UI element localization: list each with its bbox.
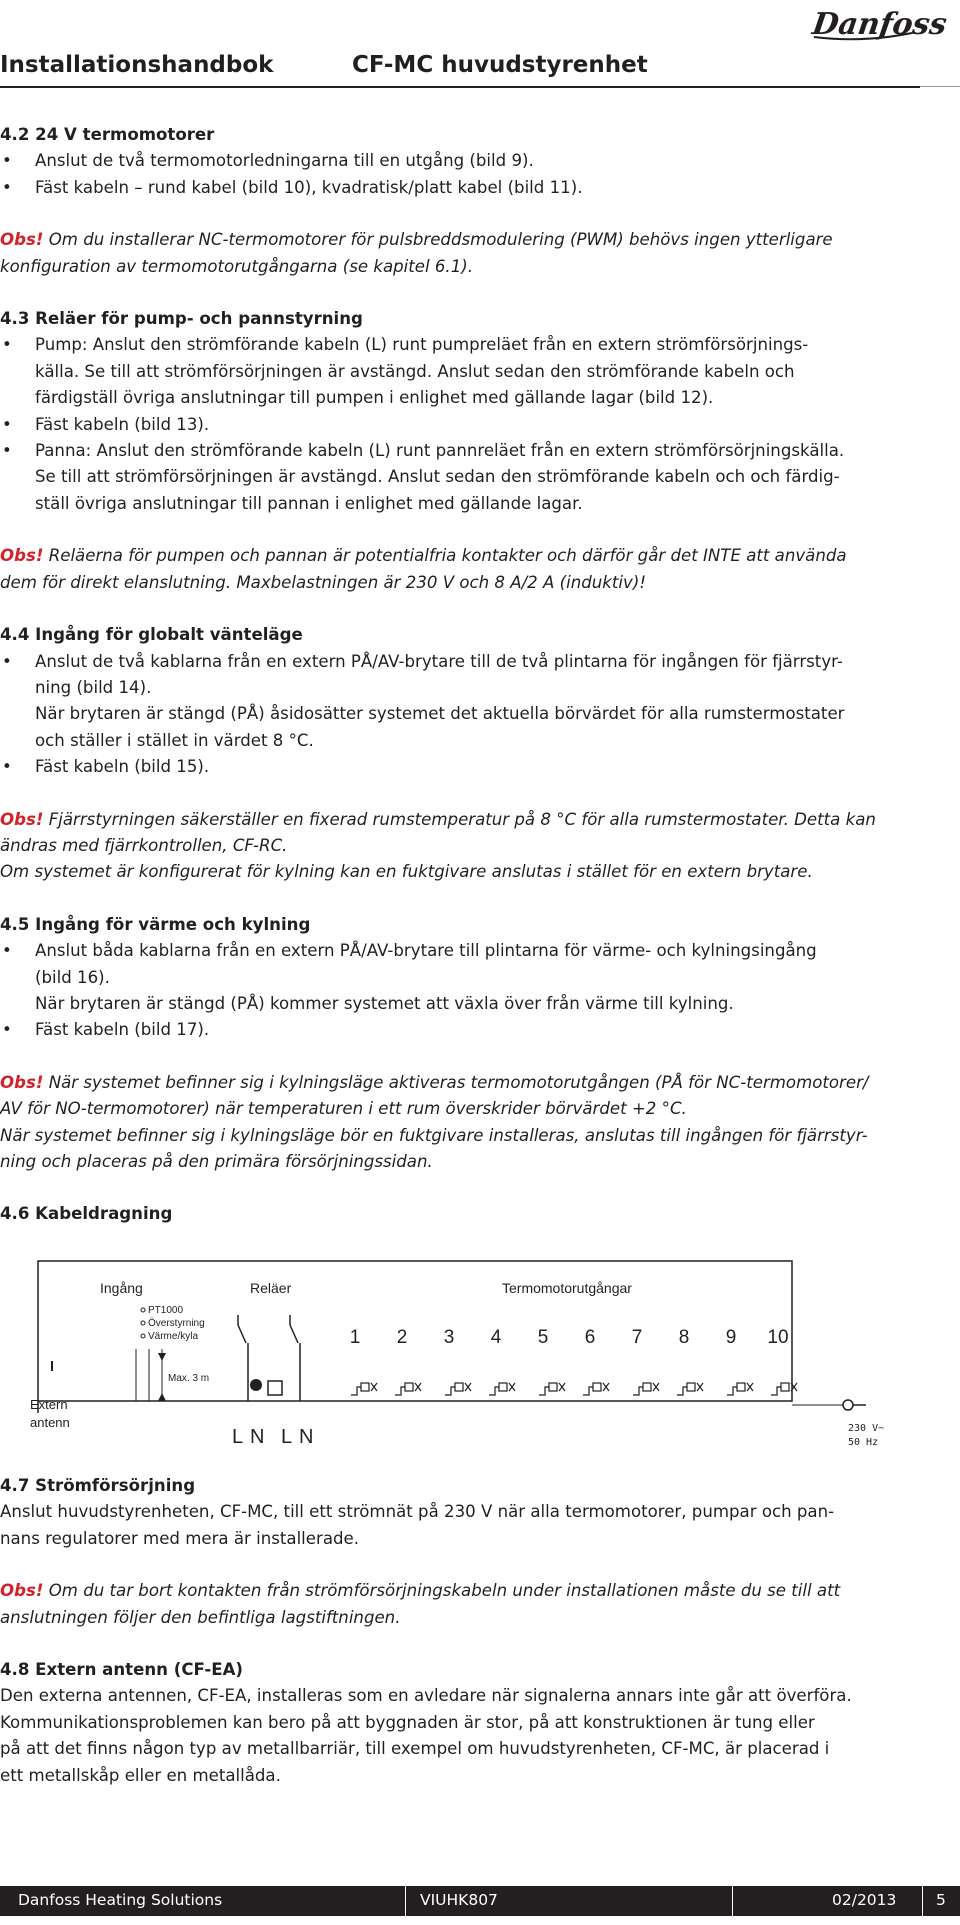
list-item-line: Se till att strömförsörjningen är avstängd. Anslut sedan den strömförande kabeln och och färdig- <box>35 467 840 487</box>
section-heading-4-3: 4.3 Reläer för pump- och pannstyrning <box>0 309 363 329</box>
list-item: • Pump: Anslut den strömförande kabeln (L) runt pumpreläet från en extern strömförsörjnings- <box>2 335 809 355</box>
obs-note-line: konfiguration av termomotorutgångarna (se kapitel 6.1). <box>0 256 474 276</box>
actuator-symbol <box>539 1383 609 1395</box>
main-content <box>0 122 925 1228</box>
output-number-10: 10 <box>767 1327 789 1348</box>
obs-note-line: När systemet befinner sig i kylningsläge bör en fuktgivare installeras, anslutas till ingången för fjärrstyr- <box>0 1125 868 1145</box>
output-number-2: 2 <box>396 1327 408 1348</box>
footer-date: 02/2013 <box>832 1891 897 1909</box>
power-label-2: 50 Hz <box>848 1437 879 1448</box>
output-number-9: 9 <box>725 1327 737 1348</box>
list-item-line: ning (bild 14). <box>35 677 152 697</box>
section-heading-4-6: 4.6 Kabeldragning <box>0 1204 173 1224</box>
list-item-line: färdigställ övriga anslutningar till pumpen i enlighet med gällande lagar (bild 12). <box>35 388 714 408</box>
obs-note-line: ändras med fjärrkontrollen, CF-RC. <box>0 835 288 855</box>
section-heading-4-7: 4.7 Strömförsörjning <box>0 1476 196 1495</box>
paragraph-line: Anslut huvudstyrenheten, CF-MC, till ett strömnät på 230 V när alla termomotorer, pumpar och pan- <box>0 1502 835 1522</box>
max-length-label: Max. 3 m <box>168 1373 210 1384</box>
obs-note: Obs! Om du installerar NC-termomotorer för pulsbreddsmodulering (PWM) behövs ingen ytterligare <box>0 230 833 250</box>
input-line-pt1000: PT1000 <box>148 1305 184 1316</box>
section-heading-4-5: 4.5 Ingång för värme och kylning <box>0 914 311 934</box>
obs-note-line: anslutningen följer den befintliga lagstiftningen. <box>0 1607 401 1627</box>
footer-separator <box>405 1886 406 1916</box>
input-line-heat-cool: Värme/kyla <box>148 1331 199 1342</box>
section-heading-4-4: 4.4 Ingång för globalt vänteläge <box>0 625 303 645</box>
footer-separator <box>922 1886 923 1916</box>
relay-terminal-n2: N <box>299 1426 314 1448</box>
list-item-line: När brytaren är stängd (PÅ) åsidosätter systemet det aktuella börvärdet för alla rumstermostater <box>35 704 845 724</box>
obs-note: Obs! När systemet befinner sig i kylningsläge aktiveras termomotorutgången (PÅ för NC-termomotorer/ <box>0 1072 869 1092</box>
relay-terminal-l1: L <box>232 1426 244 1448</box>
output-number-4: 4 <box>490 1327 502 1348</box>
footer-company: Danfoss Heating Solutions <box>18 1891 223 1909</box>
paragraph-line: ett metallskåp eller en metallåda. <box>0 1765 281 1785</box>
actuator-symbol <box>633 1383 703 1395</box>
actuator-symbol <box>727 1383 797 1395</box>
list-item: • Fäst kabeln (bild 15). <box>2 757 210 777</box>
paragraph-line: nans regulatorer med mera är installerade. <box>0 1528 360 1548</box>
paragraph-line: Den externa antennen, CF-EA, installeras som en avledare när signalerna annars inte går att överföra. <box>0 1686 852 1706</box>
obs-note: Obs! Fjärrstyrningen säkerställer en fixerad rumstemperatur på 8 °C för alla rumstermostater. Detta kan <box>0 809 876 829</box>
actuator-symbol <box>351 1383 421 1395</box>
svg-text:Danfoss: Danfoss <box>810 7 949 42</box>
page-footer <box>0 1886 960 1916</box>
paragraph-line: Kommunikationsproblemen kan bero på att byggnaden är stor, på att konstruktionen är tung eller <box>0 1712 815 1732</box>
manual-title: Installationshandbok <box>0 52 274 78</box>
list-item: • Fäst kabeln (bild 13). <box>2 414 210 434</box>
obs-note-line: Om systemet är konfigurerat för kylning kan en fuktgivare anslutas i stället för en extern brytare. <box>0 862 813 882</box>
power-label-1: 230 V~ <box>848 1423 885 1434</box>
output-number-8: 8 <box>678 1327 690 1348</box>
list-item-line: och ställer i stället in värdet 8 °C. <box>35 730 314 750</box>
actuator-symbol <box>445 1383 515 1395</box>
relay-terminal-l2: L <box>281 1426 293 1448</box>
list-item: • Panna: Anslut den strömförande kabeln (L) runt pannreläet från en extern strömförsörjningskälla. <box>2 441 845 461</box>
list-item-line: (bild 16). <box>35 967 110 987</box>
relay-label: Reläer <box>250 1280 292 1296</box>
section-heading-4-8: 4.8 Extern antenn (CF-EA) <box>0 1660 244 1680</box>
list-item-line: ställ övriga anslutningar till pannan i enlighet med gällande lagar. <box>35 493 583 513</box>
relay-terminal-n1: N <box>250 1426 265 1448</box>
input-line-override: Överstyrning <box>148 1318 205 1329</box>
output-number-3: 3 <box>443 1327 455 1348</box>
antenna-label-2: antenn <box>30 1415 70 1430</box>
list-item: • Fäst kabeln – rund kabel (bild 10), kvadratisk/platt kabel (bild 11). <box>2 177 583 197</box>
obs-note-line: AV för NO-termomotorer) när temperaturen i ett rum överskrider börvärdet +2 °C. <box>0 1099 687 1119</box>
output-terminals <box>350 1327 797 1395</box>
input-label: Ingång <box>100 1280 143 1296</box>
output-number-7: 7 <box>631 1327 643 1348</box>
paragraph-line: på att det finns någon typ av metallbarriär, till exempel om huvudstyrenheten, CF-MC, är placerad i <box>0 1739 830 1759</box>
product-title: CF-MC huvudstyrenhet <box>352 52 648 78</box>
wiring-diagram <box>0 1253 960 1463</box>
footer-doc-number: VIUHK807 <box>420 1891 498 1909</box>
list-item-line: källa. Se till att strömförsörjningen är avstängd. Anslut sedan den strömförande kabeln och <box>35 361 795 381</box>
output-number-1: 1 <box>349 1327 361 1348</box>
list-item: • Anslut båda kablarna från en extern PÅ/AV-brytare till plintarna för värme- och kylningsingång <box>2 941 817 961</box>
obs-note: Obs! Om du tar bort kontakten från strömförsörjningskabeln under installationen måste du se till att <box>0 1581 841 1601</box>
list-item-line: När brytaren är stängd (PÅ) kommer systemet att växla över från värme till kylning. <box>35 993 734 1013</box>
header-rule <box>0 86 920 88</box>
footer-separator <box>732 1886 733 1916</box>
section-heading-4-2: 4.2 24 V termomotorer <box>0 125 215 144</box>
output-number-6: 6 <box>584 1327 596 1348</box>
obs-note-line: dem för direkt elanslutning. Maxbelastningen är 230 V och 8 A/2 A (induktiv)! <box>0 572 646 592</box>
list-item: • Anslut de två kablarna från en extern PÅ/AV-brytare till de två plintarna för ingången för fjärrstyr- <box>2 651 843 671</box>
header-rule-end <box>920 86 960 87</box>
list-item: • Anslut de två termomotorledningarna till en utgång (bild 9). <box>2 151 534 171</box>
list-item: • Fäst kabeln (bild 17). <box>2 1020 210 1040</box>
page-number: 5 <box>936 1891 946 1909</box>
main-content-lower <box>0 1473 925 1789</box>
obs-note-line: ning och placeras på den primära försörjningssidan. <box>0 1152 433 1171</box>
obs-note: Obs! Reläerna för pumpen och pannan är potentialfria kontakter och därför går det INTE att använda <box>0 546 847 566</box>
antenna-label-1: Extern <box>30 1397 68 1412</box>
outputs-label: Termomotorutgångar <box>502 1280 632 1296</box>
output-number-5: 5 <box>537 1327 549 1348</box>
danfoss-logo <box>808 0 949 48</box>
